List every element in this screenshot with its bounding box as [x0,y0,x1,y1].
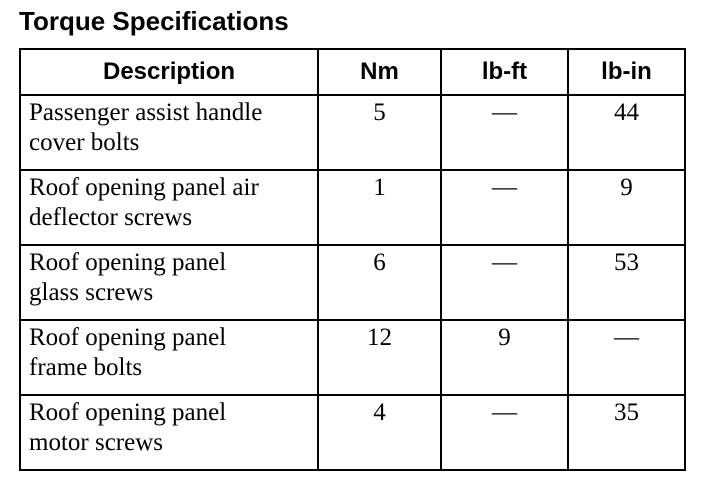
lb-ft-cell: 9 [441,320,568,395]
description-cell [20,95,318,170]
lb-ft-cell: — [441,245,568,320]
lb-ft-cell: — [441,95,568,170]
table-row [20,395,685,470]
description-line: Roof opening panel [29,399,227,426]
page-title: Torque Specifications [19,6,289,36]
nm-cell: 4 [318,395,441,470]
description-line: motor screws [29,429,163,456]
nm-cell: 12 [318,320,441,395]
torque-specifications-table [19,48,686,471]
description-line: Roof opening panel [29,324,227,351]
table-row [20,245,685,320]
description-line: Roof opening panel [29,249,227,276]
lb-in-cell: — [568,320,685,395]
lb-ft-cell: — [441,170,568,245]
table-header-row [20,49,685,95]
table-row [20,170,685,245]
description-cell [20,395,318,470]
nm-cell: 1 [318,170,441,245]
column-header-description: Description [20,49,318,95]
nm-cell: 5 [318,95,441,170]
description-line: Passenger assist handle [29,99,263,126]
description-line: glass screws [29,279,154,306]
lb-in-cell: 9 [568,170,685,245]
description-cell [20,320,318,395]
description-line: cover bolts [29,129,140,156]
nm-cell: 6 [318,245,441,320]
description-cell [20,170,318,245]
description-cell [20,245,318,320]
lb-in-cell: 53 [568,245,685,320]
lb-ft-cell: — [441,395,568,470]
description-line: Roof opening panel air [29,174,259,201]
description-line: deflector screws [29,204,193,231]
table-row [20,320,685,395]
description-line: frame bolts [29,354,143,381]
column-header-lb-in: lb-in [568,49,685,95]
lb-in-cell: 35 [568,395,685,470]
lb-in-cell: 44 [568,95,685,170]
column-header-lb-ft: lb-ft [441,49,568,95]
column-header-nm: Nm [318,49,441,95]
table-row [20,95,685,170]
